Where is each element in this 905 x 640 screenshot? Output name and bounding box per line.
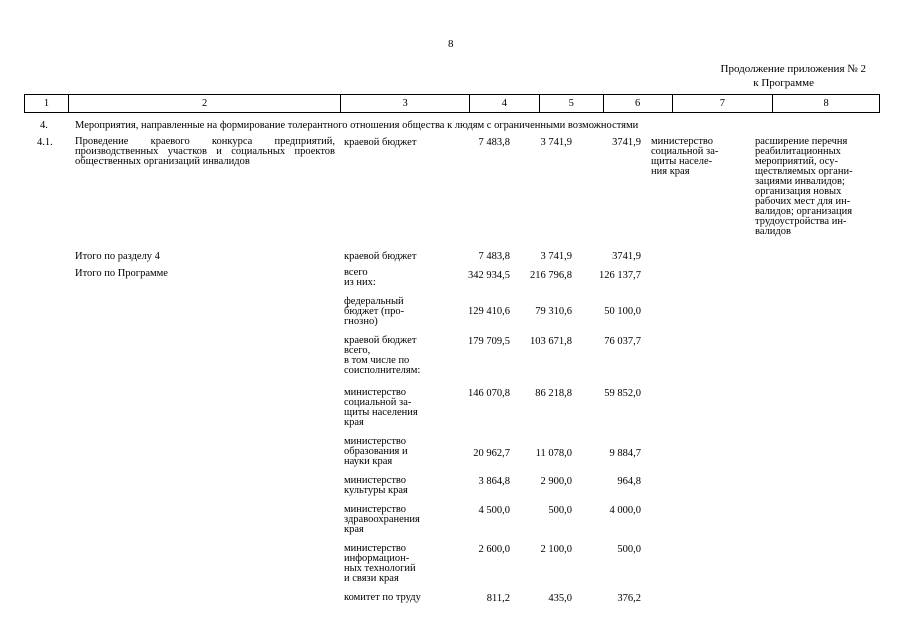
program-row-year1: 2 900,0 bbox=[540, 476, 572, 487]
item-year2: 3741,9 bbox=[612, 137, 641, 148]
column-header-8: 8 bbox=[823, 98, 829, 109]
program-row-year2: 500,0 bbox=[617, 544, 641, 555]
program-row-year2: 9 884,7 bbox=[609, 448, 641, 459]
item-result: расширение перечня реабилитационных мероприятий, осу- ществляемых органи- зациями инвалидов; организация новых рабочих мест для ин- валидов; организация трудоустройства ин- валидов bbox=[755, 136, 853, 237]
column-header-row bbox=[24, 94, 880, 113]
section-title: Мероприятия, направленные на формирование толерантного отношения общества к людям с ограниченными возможностями bbox=[75, 120, 639, 131]
program-row-source: министерство информацион- ных технологий и связи края bbox=[344, 543, 416, 584]
item-name: Проведение краевого конкурса предприятий, производственных участков и социальных проектов общественных организаций инвалидов bbox=[75, 136, 335, 167]
section-total-year1: 3 741,9 bbox=[540, 251, 572, 262]
section-number: 4. bbox=[40, 120, 48, 131]
program-row-total: 811,2 bbox=[486, 593, 510, 604]
program-row-year2: 126 137,7 bbox=[599, 270, 641, 281]
item-funding-source: краевой бюджет bbox=[344, 137, 417, 148]
program-row-year1: 435,0 bbox=[548, 593, 572, 604]
program-row-year1: 79 310,6 bbox=[535, 306, 572, 317]
continuation-note-line1: Продолжение приложения № 2 bbox=[720, 63, 866, 75]
program-row-year2: 76 037,7 bbox=[604, 336, 641, 347]
continuation-note-line2: к Программе bbox=[753, 77, 814, 89]
column-header-5: 5 bbox=[540, 95, 604, 112]
program-row-year1: 2 100,0 bbox=[540, 544, 572, 555]
program-row-year1: 500,0 bbox=[548, 505, 572, 516]
column-header-4: 4 bbox=[470, 95, 540, 112]
column-header-6: 6 bbox=[604, 95, 673, 112]
column-header-3: 3 bbox=[341, 95, 470, 112]
program-row-source: министерство культуры края bbox=[344, 475, 408, 496]
program-row-source: федеральный бюджет (про- гнозно) bbox=[344, 296, 405, 327]
program-row-source: комитет по труду bbox=[344, 592, 421, 603]
program-row-year1: 103 671,8 bbox=[530, 336, 572, 347]
program-row-year2: 4 000,0 bbox=[609, 505, 641, 516]
item-number: 4.1. bbox=[37, 137, 53, 148]
column-header-1: 1 bbox=[25, 95, 69, 112]
program-row-year2: 964,8 bbox=[617, 476, 641, 487]
program-row-total: 4 500,0 bbox=[478, 505, 510, 516]
item-year1: 3 741,9 bbox=[540, 137, 572, 148]
program-row-year1: 86 218,8 bbox=[535, 388, 572, 399]
program-row-year2: 50 100,0 bbox=[604, 306, 641, 317]
section-total-label: Итого по разделу 4 bbox=[75, 251, 160, 262]
item-executor: министерство социальной за- щиты населе- ния края bbox=[651, 136, 719, 177]
program-row-year2: 59 852,0 bbox=[604, 388, 641, 399]
section-total-source: краевой бюджет bbox=[344, 251, 417, 262]
program-row-source: всего из них: bbox=[344, 267, 376, 288]
program-row-year1: 216 796,8 bbox=[530, 270, 572, 281]
program-row-total: 3 864,8 bbox=[478, 476, 510, 487]
program-row-source: министерство здравоохранения края bbox=[344, 504, 420, 535]
program-row-year2: 376,2 bbox=[617, 593, 641, 604]
page-number: 8 bbox=[448, 38, 454, 50]
program-row-source: министерство образования и науки края bbox=[344, 436, 408, 467]
column-header-7: 7 bbox=[673, 95, 774, 112]
program-row-total: 342 934,5 bbox=[468, 270, 510, 281]
section-total-year2: 3741,9 bbox=[612, 251, 641, 262]
program-row-source: краевой бюджет всего, в том числе по соисполнителям: bbox=[344, 335, 421, 376]
item-total: 7 483,8 bbox=[478, 137, 510, 148]
program-row-total: 129 410,6 bbox=[468, 306, 510, 317]
program-row-total: 2 600,0 bbox=[478, 544, 510, 555]
program-row-total: 146 070,8 bbox=[468, 388, 510, 399]
program-total-label: Итого по Программе bbox=[75, 268, 168, 279]
program-row-source: министерство социальной за- щиты населения края bbox=[344, 387, 418, 428]
program-row-total: 20 962,7 bbox=[473, 448, 510, 459]
section-total-total: 7 483,8 bbox=[478, 251, 510, 262]
program-row-total: 179 709,5 bbox=[468, 336, 510, 347]
program-row-year1: 11 078,0 bbox=[535, 448, 572, 459]
column-header-2: 2 bbox=[69, 95, 341, 112]
